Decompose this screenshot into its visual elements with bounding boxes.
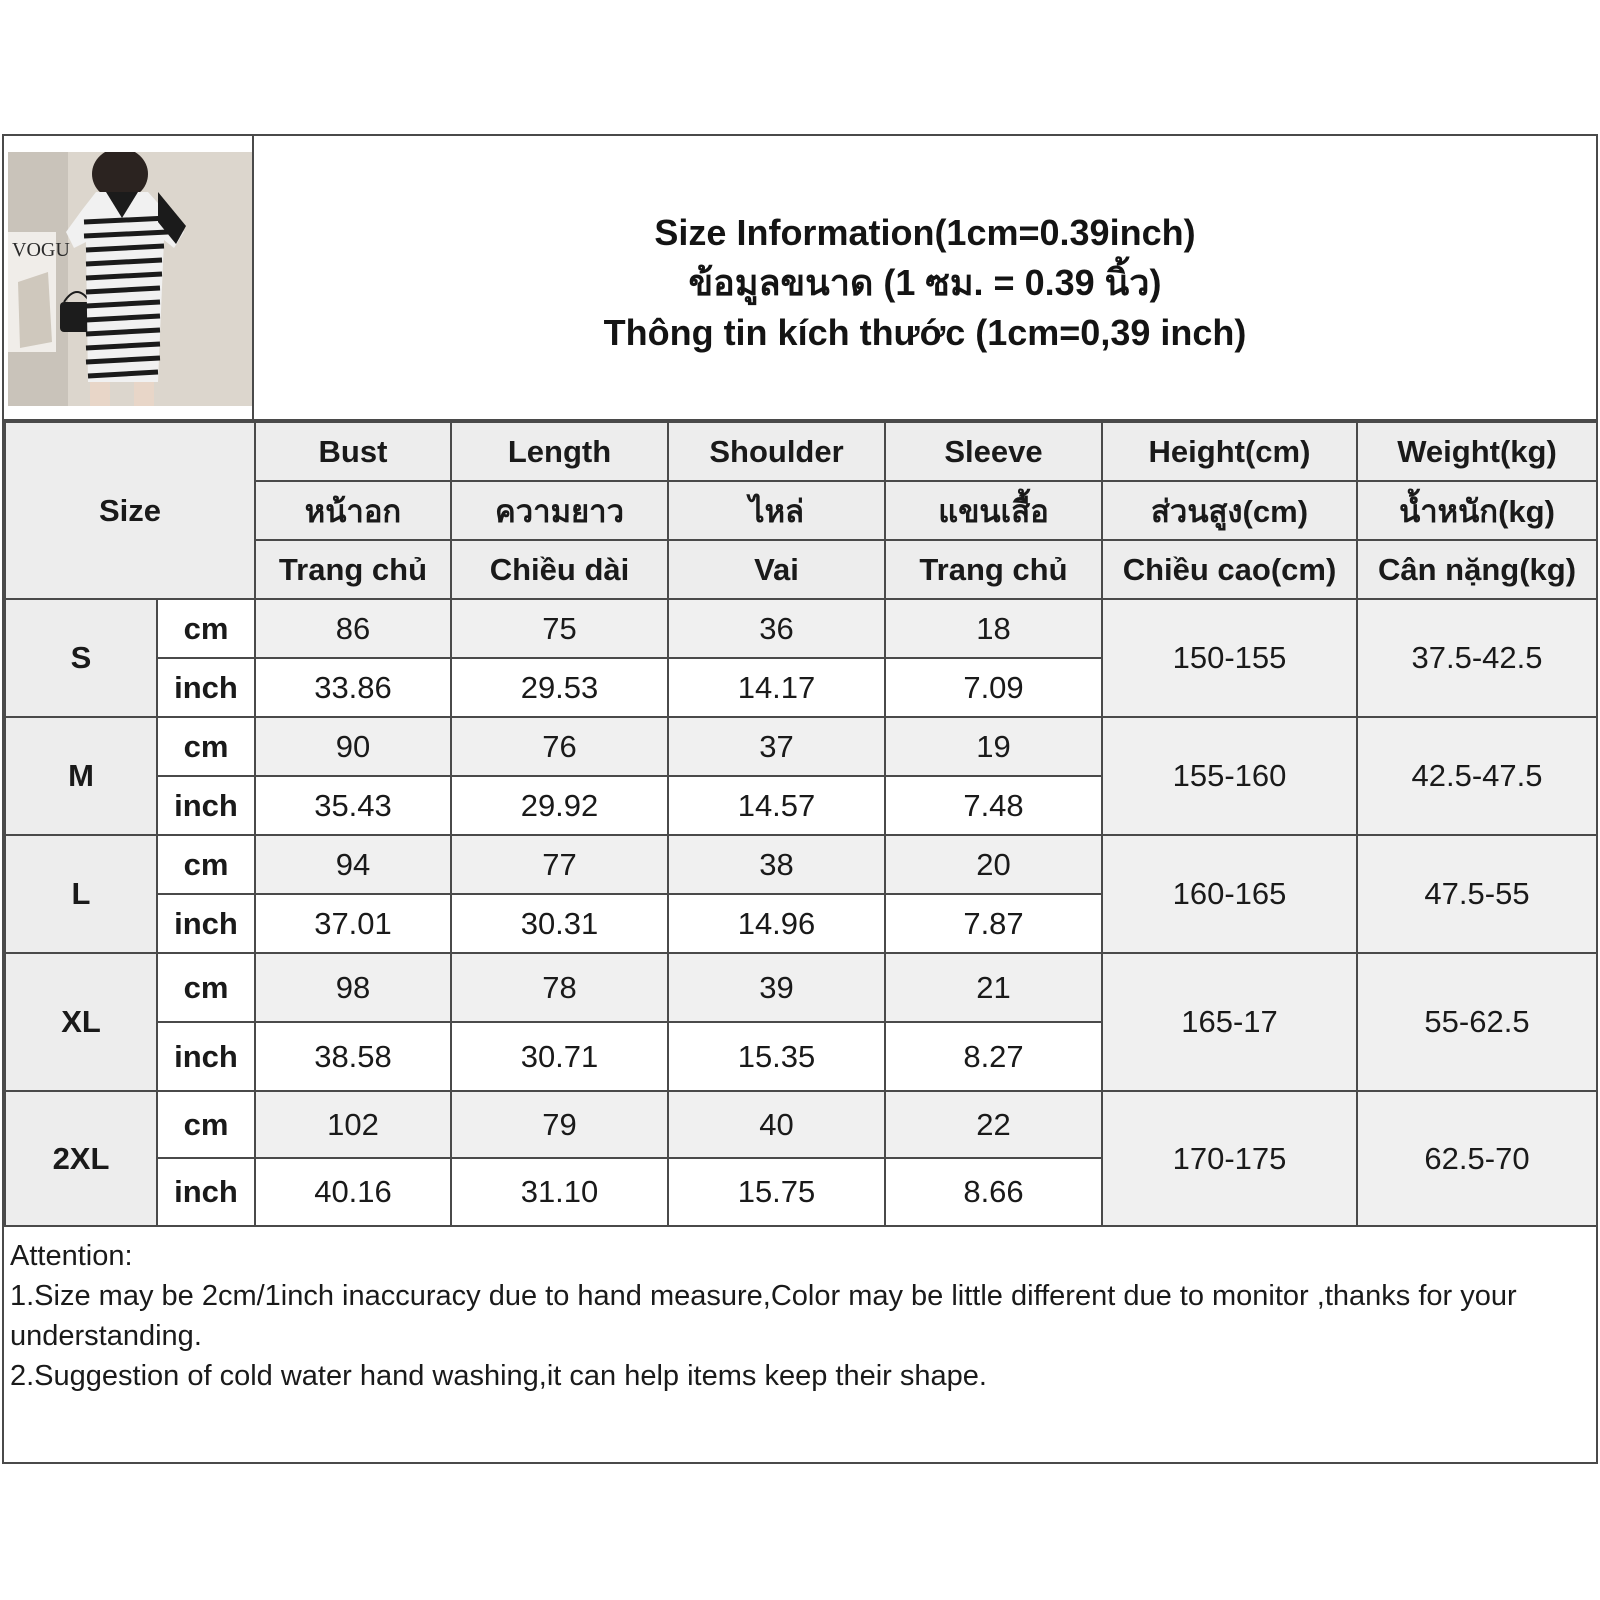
table-cell: 22 [885,1091,1102,1158]
header-weight-en: Weight(kg) [1357,422,1597,481]
header-shoulder-en: Shoulder [668,422,885,481]
height-range: 155-160 [1102,717,1357,835]
weight-range: 37.5-42.5 [1357,599,1597,717]
table-cell: 35.43 [255,776,451,835]
header-bust-en: Bust [255,422,451,481]
title-english: Size Information(1cm=0.39inch) [654,211,1196,253]
header-shoulder-th: ไหล่ [668,481,885,540]
table-cell: 14.57 [668,776,885,835]
table-cell: 37 [668,717,885,776]
unit-inch: inch [157,1022,255,1091]
size-label: S [5,599,157,717]
notes-heading: Attention: [10,1240,133,1272]
table-cell: 15.35 [668,1022,885,1091]
table-cell: 79 [451,1091,668,1158]
unit-inch: inch [157,894,255,953]
table-cell: 76 [451,717,668,776]
table-cell: 40.16 [255,1158,451,1226]
header-sleeve-vi: Trang chủ [885,540,1102,599]
unit-inch: inch [157,658,255,717]
striped-dress-illustration [8,152,252,406]
size-label: 2XL [5,1091,157,1226]
svg-text:VOGU: VOGU [12,239,70,261]
height-range: 165-17 [1102,953,1357,1091]
size-header: Size [5,422,255,599]
table-cell: 8.27 [885,1022,1102,1091]
header-length-vi: Chiều dài [451,540,668,599]
table-cell: 36 [668,599,885,658]
table-cell: 20 [885,835,1102,894]
table-cell: 21 [885,953,1102,1022]
table-cell: 78 [451,953,668,1022]
note-item: 1.Size may be 2cm/1inch inaccuracy due to hand measure,Color may be little different due to monitor ,thanks for your understanding. [10,1280,1517,1352]
table-cell: 29.92 [451,776,668,835]
header-sleeve-en: Sleeve [885,422,1102,481]
title-cell [254,136,1596,421]
table-cell: 7.09 [885,658,1102,717]
table-cell: 40 [668,1091,885,1158]
table-cell: 33.86 [255,658,451,717]
unit-cm: cm [157,835,255,894]
weight-range: 42.5-47.5 [1357,717,1597,835]
table-cell: 77 [451,835,668,894]
table-cell: 7.48 [885,776,1102,835]
weight-range: 62.5-70 [1357,1091,1597,1226]
attention-notes [4,1230,1596,1462]
photo-cell [4,136,254,421]
unit-cm: cm [157,599,255,658]
header-weight-vi: Cân nặng(kg) [1357,540,1597,599]
size-chart [2,134,1598,1464]
header-weight-th: น้ำหนัก(kg) [1357,481,1597,540]
product-photo [8,152,252,406]
header-bust-vi: Trang chủ [255,540,451,599]
table-cell: 19 [885,717,1102,776]
unit-inch: inch [157,1158,255,1226]
unit-inch: inch [157,776,255,835]
size-label: L [5,835,157,953]
unit-cm: cm [157,953,255,1022]
table-cell: 39 [668,953,885,1022]
table-cell: 98 [255,953,451,1022]
table-cell: 86 [255,599,451,658]
table-cell: 102 [255,1091,451,1158]
size-label: XL [5,953,157,1091]
header-shoulder-vi: Vai [668,540,885,599]
header-sleeve-th: แขนเสื้อ [885,481,1102,540]
size-table [4,421,1598,1227]
table-cell: 38 [668,835,885,894]
unit-cm: cm [157,717,255,776]
table-cell: 31.10 [451,1158,668,1226]
height-range: 160-165 [1102,835,1357,953]
header-height-th: ส่วนสูง(cm) [1102,481,1357,540]
table-cell: 29.53 [451,658,668,717]
header-height-vi: Chiều cao(cm) [1102,540,1357,599]
table-cell: 94 [255,835,451,894]
table-cell: 37.01 [255,894,451,953]
table-cell: 7.87 [885,894,1102,953]
table-cell: 8.66 [885,1158,1102,1226]
weight-range: 55-62.5 [1357,953,1597,1091]
table-cell: 75 [451,599,668,658]
table-cell: 38.58 [255,1022,451,1091]
header-length-th: ความยาว [451,481,668,540]
size-label: M [5,717,157,835]
table-cell: 30.71 [451,1022,668,1091]
header-height-en: Height(cm) [1102,422,1357,481]
table-cell: 14.96 [668,894,885,953]
title-vietnamese: Thông tin kích thước (1cm=0,39 inch) [603,311,1247,353]
table-cell: 18 [885,599,1102,658]
table-cell: 90 [255,717,451,776]
title-thai: ข้อมูลขนาด (1 ซม. = 0.39 นิ้ว) [688,261,1162,303]
table-cell: 15.75 [668,1158,885,1226]
weight-range: 47.5-55 [1357,835,1597,953]
header-length-en: Length [451,422,668,481]
header-bust-th: หน้าอก [255,481,451,540]
table-cell: 14.17 [668,658,885,717]
unit-cm: cm [157,1091,255,1158]
note-item: 2.Suggestion of cold water hand washing,it can help items keep their shape. [10,1360,987,1392]
table-cell: 30.31 [451,894,668,953]
height-range: 150-155 [1102,599,1357,717]
height-range: 170-175 [1102,1091,1357,1226]
